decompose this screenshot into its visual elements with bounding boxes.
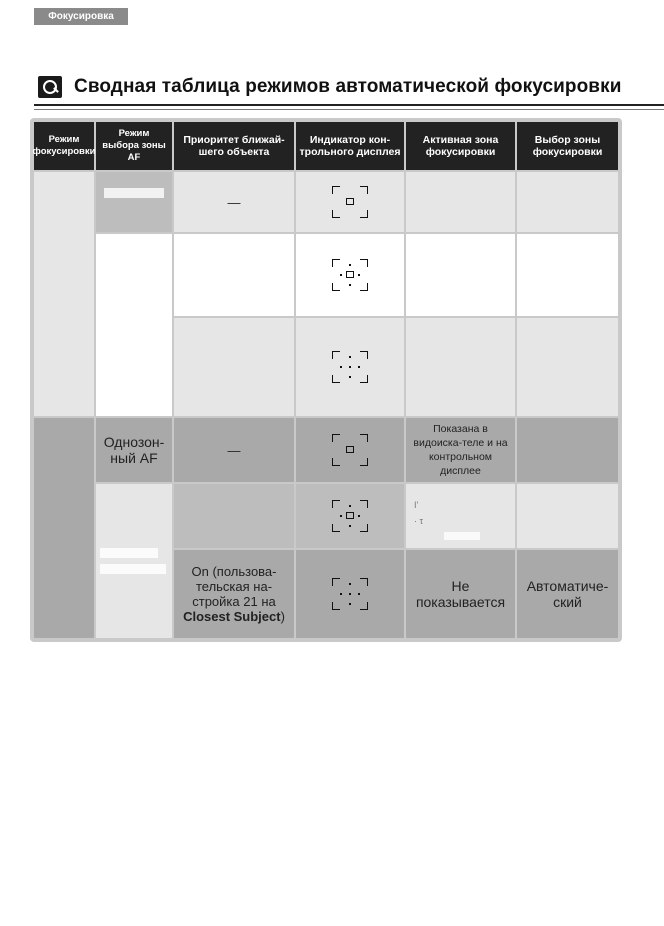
indicator-cell-2 <box>296 234 404 316</box>
af-area-cell-1 <box>96 172 172 232</box>
af-summary-table <box>30 118 622 642</box>
priority-cell-3 <box>174 318 294 416</box>
af-area-cell-single: Однозон-ный AF <box>96 418 172 482</box>
title-divider <box>34 104 664 106</box>
faint-mark: I' <box>414 500 419 510</box>
closest-subject-indicator-icon <box>332 351 368 383</box>
zone-select-cell-2 <box>517 234 618 316</box>
single-point-indicator-icon <box>332 186 368 218</box>
header-zone-selection: Выбор зоны фокусировки <box>517 122 618 170</box>
active-zone-cell-6: Не показывается <box>406 550 515 638</box>
page-title: Сводная таблица режимов автоматической фокусировки <box>74 76 622 97</box>
indicator-cell-4 <box>296 418 404 482</box>
priority-cell-5 <box>174 484 294 548</box>
section-tag: Фокусировка <box>34 8 128 25</box>
active-zone-cell-1 <box>406 172 515 232</box>
closest-subject-indicator-icon <box>332 578 368 610</box>
faded-label <box>100 564 166 574</box>
active-zone-cell-2 <box>406 234 515 316</box>
priority-cell-6 <box>174 550 294 638</box>
active-zone-cell-5 <box>406 484 515 548</box>
active-zone-cell-4: Показана в видоиска-теле и на контрольном дисплее <box>406 418 515 482</box>
indicator-cell-6 <box>296 550 404 638</box>
zone-select-cell-1 <box>517 172 618 232</box>
closest-subject-label: Closest Subject <box>183 609 281 624</box>
indicator-cell-3 <box>296 318 404 416</box>
single-point-indicator-icon <box>332 434 368 466</box>
active-zone-cell-3 <box>406 318 515 416</box>
title-divider-thin <box>34 109 664 110</box>
header-control-panel-indicator: Индикатор кон-трольного дисплея <box>296 122 404 170</box>
page-title-bar <box>34 74 664 114</box>
header-focus-mode: Режим фокусировки <box>34 122 94 170</box>
dynamic-area-indicator-icon <box>332 500 368 532</box>
priority-cell-1: — <box>174 172 294 232</box>
zone-select-cell-3 <box>517 318 618 416</box>
header-af-area-mode: Режим выбора зоны AF <box>96 122 172 170</box>
faint-mark: · τ <box>414 516 424 526</box>
faded-label <box>444 532 480 540</box>
zone-select-cell-4 <box>517 418 618 482</box>
dynamic-area-indicator-icon <box>332 259 368 291</box>
focus-mode-cell-2 <box>34 418 94 638</box>
priority-note: On (пользова-тельская на-стройка 21 на <box>191 564 277 609</box>
zone-select-cell-6: Автоматиче-ский <box>517 550 618 638</box>
af-area-cell-2 <box>96 234 172 416</box>
zone-select-cell-5 <box>517 484 618 548</box>
priority-cell-2 <box>174 234 294 316</box>
faded-label <box>104 188 164 198</box>
af-area-cell-5 <box>96 484 172 638</box>
indicator-cell-1 <box>296 172 404 232</box>
header-closest-priority: Приоритет ближай-шего объекта <box>174 122 294 170</box>
priority-note-end <box>183 609 285 624</box>
priority-cell-4: — <box>174 418 294 482</box>
faded-label <box>100 548 158 558</box>
closing-paren: ) <box>280 609 285 624</box>
indicator-cell-5 <box>296 484 404 548</box>
magnifier-icon <box>38 76 62 98</box>
header-active-zone: Активная зона фокусировки <box>406 122 515 170</box>
focus-mode-cell-1 <box>34 172 94 416</box>
